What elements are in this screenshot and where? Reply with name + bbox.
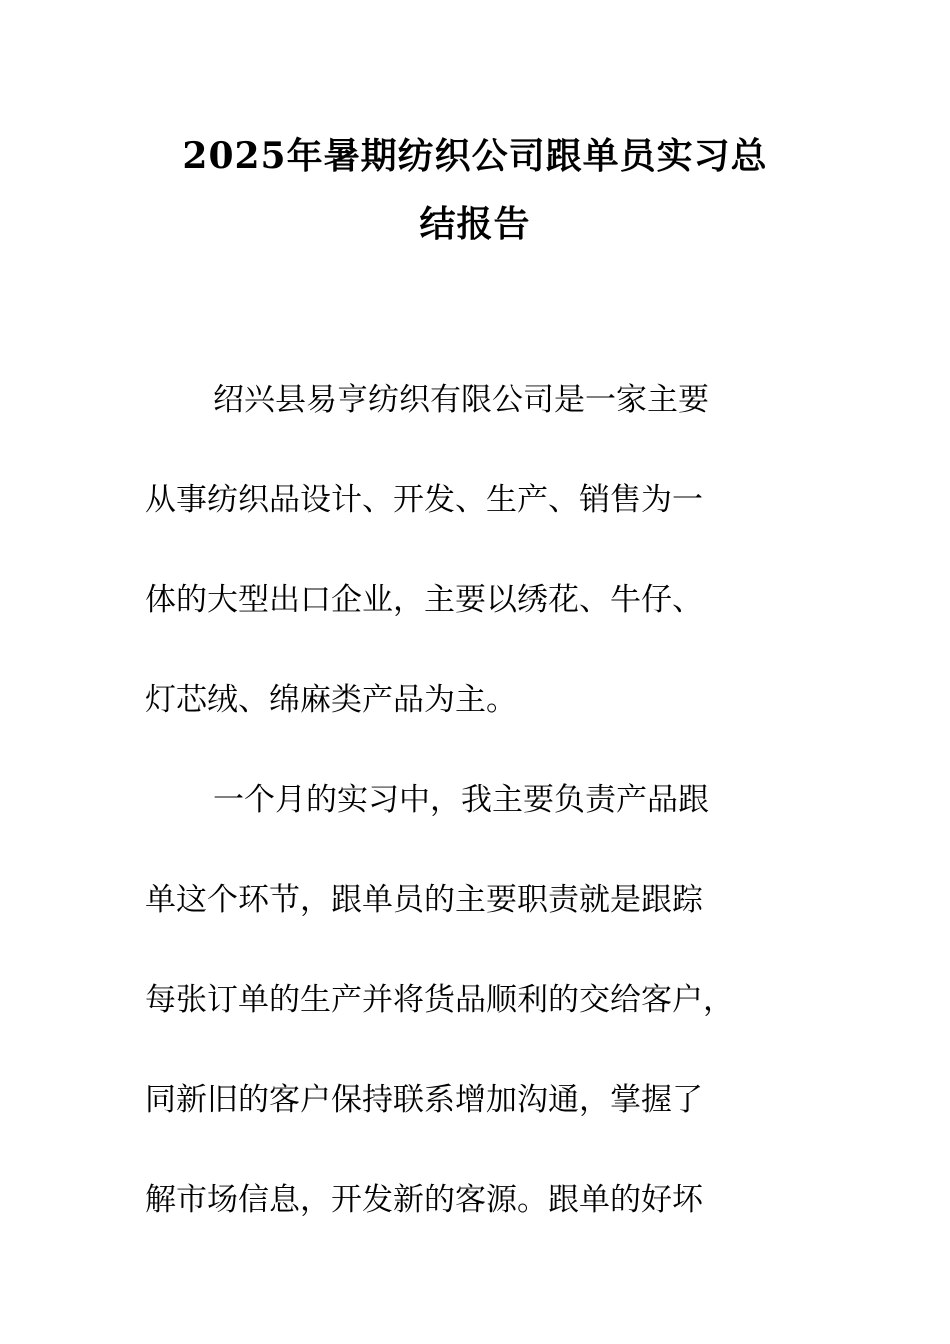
paragraph-line: 灯芯绒、绵麻类产品为主。 bbox=[145, 682, 517, 718]
paragraph-line: 每张订单的生产并将货品顺利的交给客户， bbox=[145, 982, 734, 1018]
paragraph-line: 从事纺织品设计、开发、生产、销售为一 bbox=[145, 482, 703, 518]
paragraph-company-intro bbox=[145, 366, 815, 766]
paragraph-line: 一个月的实习中，我主要负责产品跟 bbox=[213, 782, 709, 818]
document-title bbox=[120, 122, 830, 258]
document-body bbox=[145, 366, 815, 1266]
paragraph-line: 体的大型出口企业，主要以绣花、牛仔、 bbox=[145, 582, 703, 618]
paragraph-line: 绍兴县易亨纺织有限公司是一家主要 bbox=[213, 382, 709, 418]
title-line-2: 结报告 bbox=[419, 203, 531, 245]
paragraph-internship-duties bbox=[145, 766, 815, 1266]
paragraph-line: 解市场信息，开发新的客源。跟单的好坏 bbox=[145, 1182, 703, 1218]
title-line-1: 2025年暑期纺织公司跟单员实习总 bbox=[182, 135, 768, 177]
paragraph-line: 同新旧的客户保持联系增加沟通，掌握了 bbox=[145, 1082, 703, 1118]
paragraph-line: 单这个环节，跟单员的主要职责就是跟踪 bbox=[145, 882, 703, 918]
